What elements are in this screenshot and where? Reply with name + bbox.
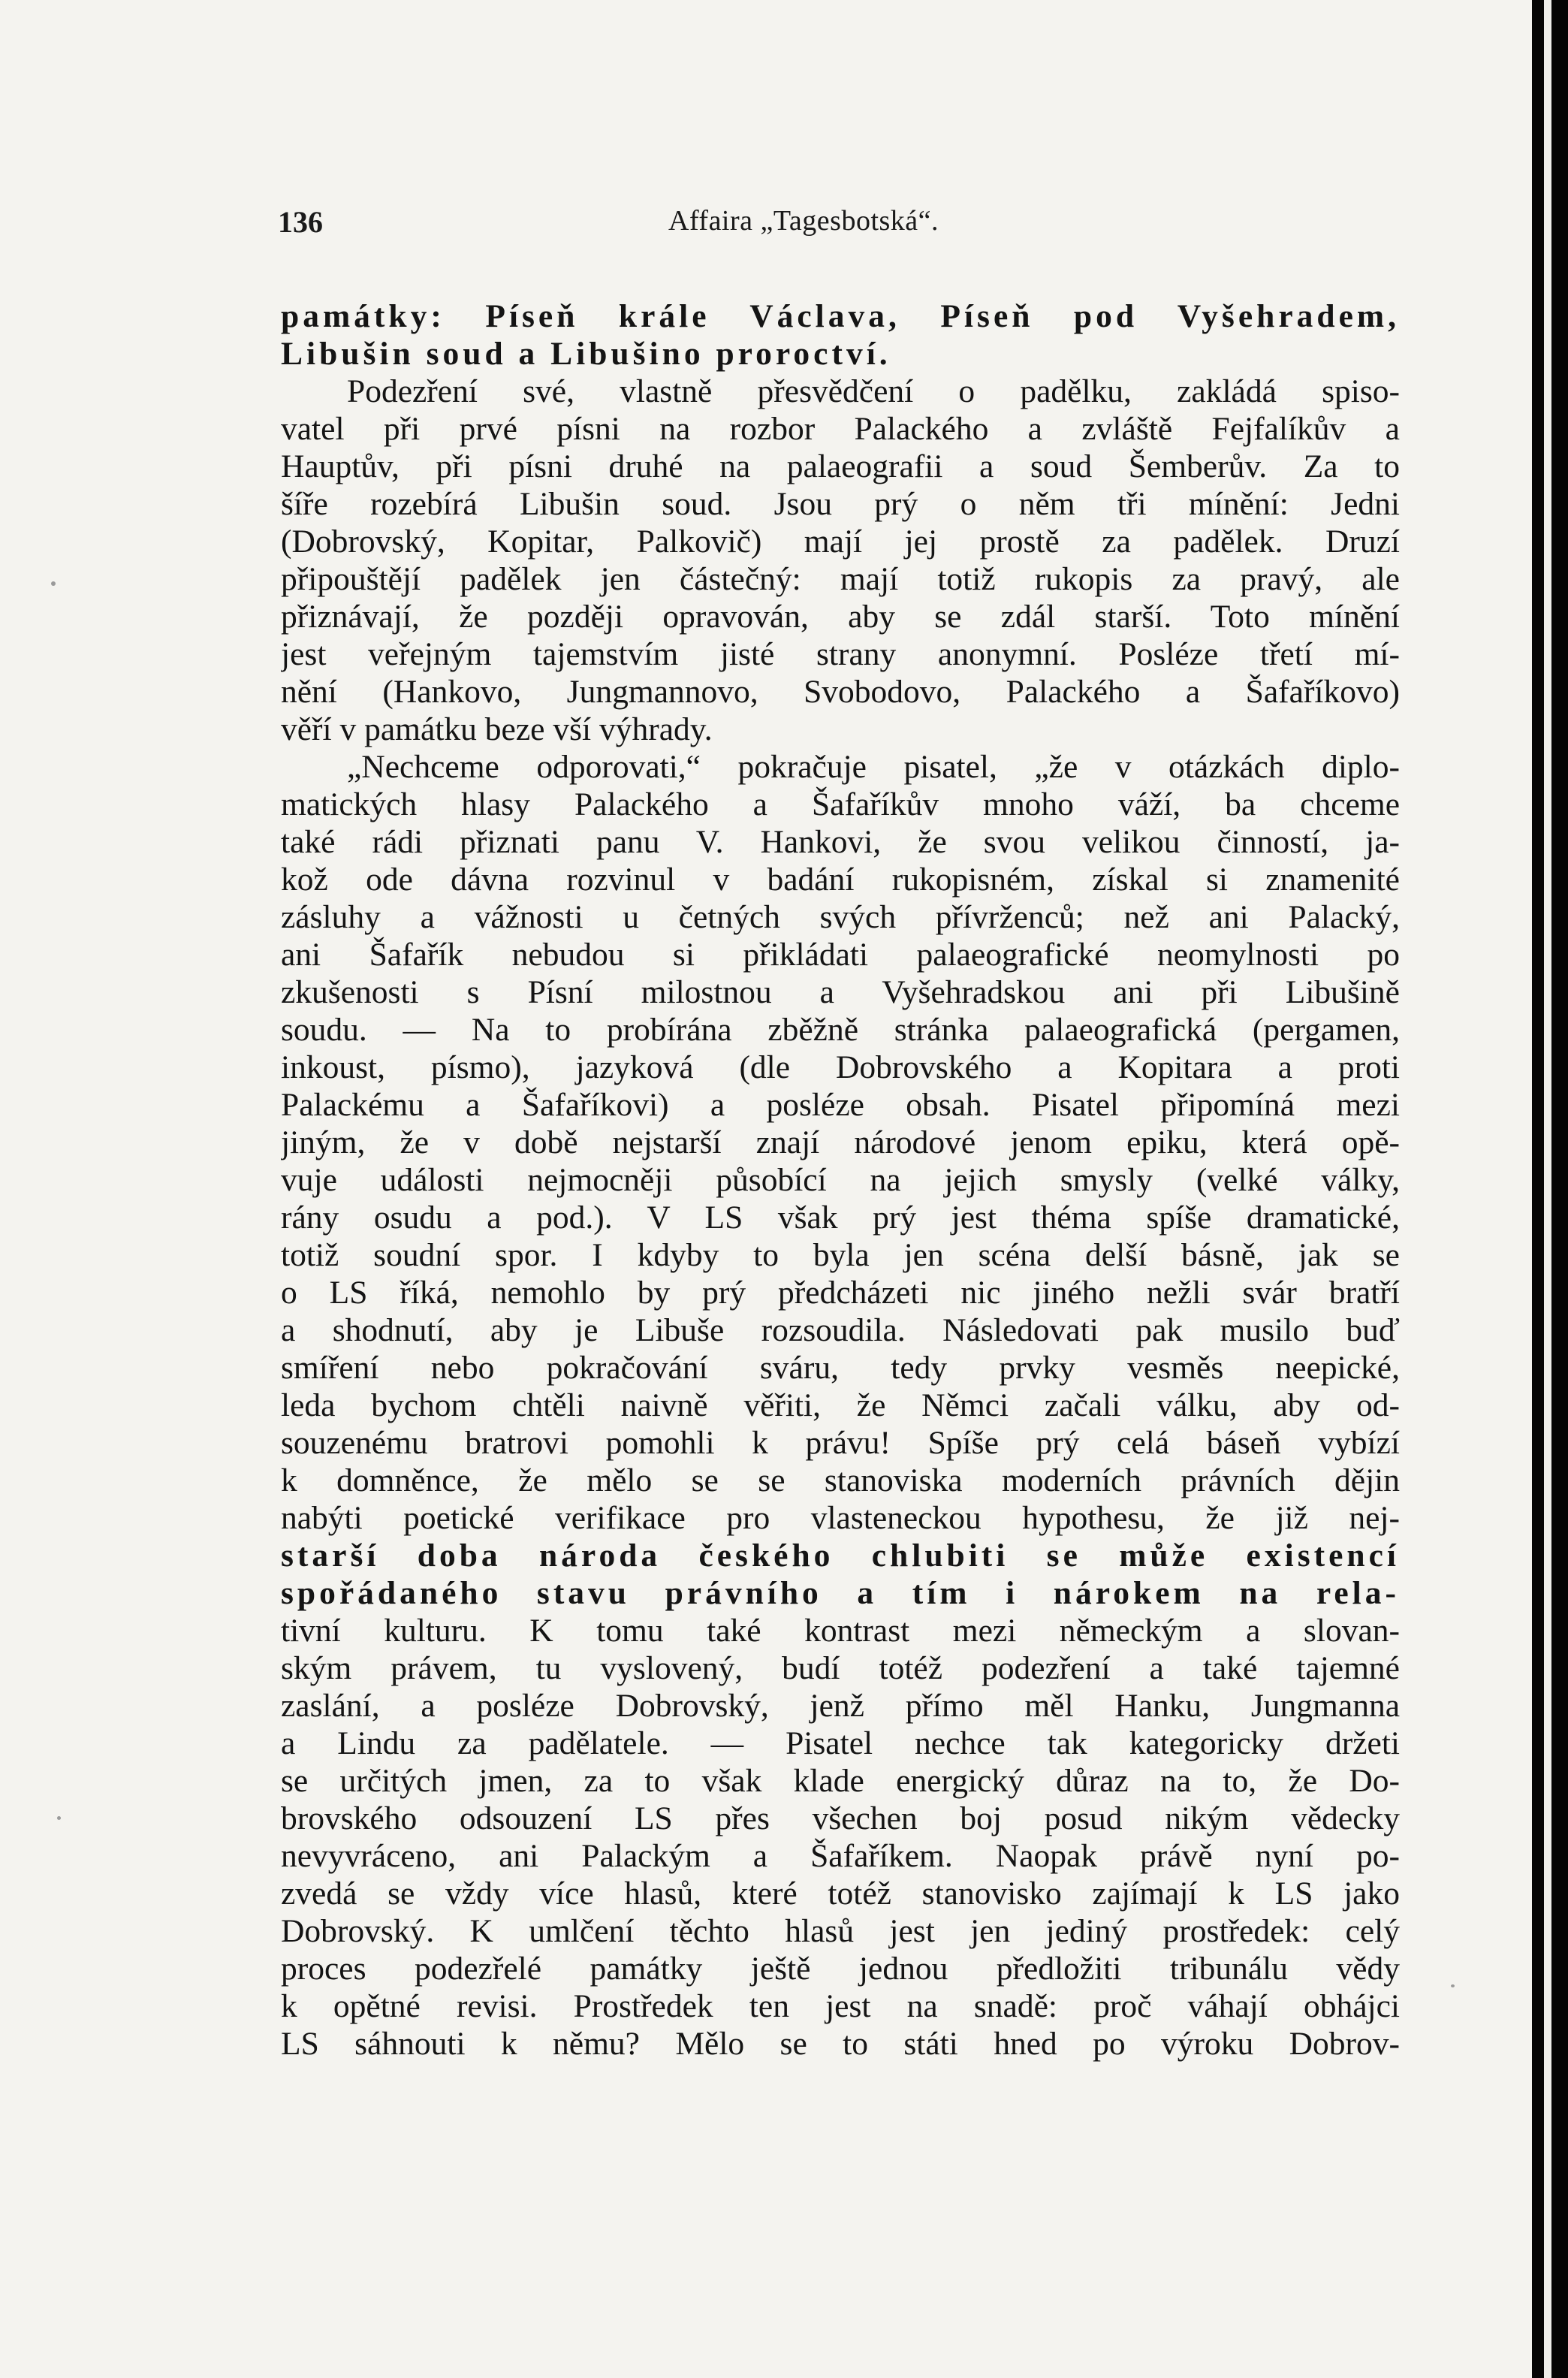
text-line: nění (Hankovo, Jungmannovo, Svobodovo, Palackého a Šafaříkovo): [281, 674, 1400, 710]
text-line: matických hlasy Palackého a Šafaříkův mnoho váží, ba chceme: [281, 786, 1400, 822]
text-line: LS sáhnouti k němu? Mělo se to státi hned po výroku Dobrov-: [281, 2026, 1400, 2062]
text-line: Hauptův, při písni druhé na palaeografii a soud Šemberův. Za to: [281, 448, 1400, 484]
text-line: brovského odsouzení LS přes všechen boj posud nikým vědecky: [281, 1800, 1400, 1836]
text-line: přiznávají, že později opravován, aby se zdál starší. Toto mínění: [281, 599, 1400, 635]
text-line: inkoust, písmo), jazyková (dle Dobrovského a Kopitara a proti: [281, 1049, 1400, 1085]
text-line: starší doba národa českého chlubiti se může existencí: [281, 1538, 1400, 1574]
text-line: souzenému bratrovi pomohli k právu! Spíše prý celá báseň vybízí: [281, 1425, 1400, 1461]
text-line: a Lindu za padělatele. — Pisatel nechce tak kategoricky držeti: [281, 1725, 1400, 1761]
page-header: [278, 204, 1397, 249]
text-line: jiným, že v době nejstarší znají národové jenom epiku, která opě-: [281, 1124, 1400, 1160]
text-line: a shodnutí, aby je Libuše rozsoudila. Následovati pak musilo buď: [281, 1312, 1400, 1348]
running-title: Affaira „Tagesbotská“.: [668, 205, 939, 237]
text-line: Dobrovský. K umlčení těchto hlasů jest jen jediný prostředek: celý: [281, 1913, 1400, 1949]
text-line: také rádi přiznati panu V. Hankovi, že svou velikou činností, ja-: [281, 824, 1400, 860]
scan-edge-border: [1532, 0, 1568, 2378]
text-line: jest veřejným tajemstvím jisté strany anonymní. Posléze třetí mí-: [281, 636, 1400, 672]
text-line: památky: Píseň krále Václava, Píseň pod Vyšehradem,: [281, 298, 1400, 334]
scan-edge-line: [1544, 0, 1551, 2378]
text-line: ským právem, tu vyslovený, budí totéž podezření a také tajemné: [281, 1650, 1400, 1686]
text-line: vuje události nejmocněji působící na jejich smysly (velké války,: [281, 1162, 1400, 1198]
text-line: zvedá se vždy více hlasů, které totéž stanovisko zajímají k LS jako: [281, 1876, 1400, 1912]
text-line: kož ode dávna rozvinul v badání rukopisném, získal si znamenité: [281, 862, 1400, 898]
scan-speck: [1451, 1984, 1455, 1987]
text-line: Palackému a Šafaříkovi) a posléze obsah. Pisatel připomíná mezi: [281, 1087, 1400, 1123]
text-line: spořádaného stavu právního a tím i nárokem na rela-: [281, 1575, 1400, 1611]
text-line: proces podezřelé památky ještě jednou předložiti tribunálu vědy: [281, 1951, 1400, 1987]
text-line: zkušenosti s Písní milostnou a Vyšehradskou ani při Libušině: [281, 974, 1400, 1010]
scan-speck: [51, 581, 56, 586]
text-line: o LS říká, nemohlo by prý předcházeti nic jiného nežli svár bratří: [281, 1275, 1400, 1311]
text-line: nevyvráceno, ani Palackým a Šafaříkem. Naopak právě nyní po-: [281, 1838, 1400, 1874]
text-line: zaslání, a posléze Dobrovský, jenž přímo měl Hanku, Jungmanna: [281, 1688, 1400, 1724]
text-line: k domněnce, že mělo se se stanoviska moderních právních dějin: [281, 1462, 1400, 1498]
text-line: nabýti poetické verifikace pro vlasteneckou hypothesu, že již nej-: [281, 1500, 1400, 1536]
text-line: se určitých jmen, za to však klade energický důraz na to, že Do-: [281, 1763, 1400, 1799]
text-line: Libušin soud a Libušino proroctví.: [281, 336, 891, 372]
body-text: [281, 297, 1400, 2063]
text-line: smíření nebo pokračování sváru, tedy prvky vesměs neepické,: [281, 1350, 1400, 1386]
text-line: soudu. — Na to probírána zběžně stránka palaeografická (pergamen,: [281, 1012, 1400, 1048]
text-line: totiž soudní spor. I kdyby to byla jen scéna delší básně, jak se: [281, 1237, 1400, 1273]
text-line: věří v památku beze vší výhrady.: [281, 711, 713, 747]
text-line: k opětné revisi. Prostředek ten jest na snadě: proč váhají obhájci: [281, 1988, 1400, 2024]
text-line: leda bychom chtěli naivně věřiti, že Němci začali válku, aby od-: [281, 1387, 1400, 1423]
text-line: připouštějí padělek jen částečný: mají totiž rukopis za pravý, ale: [281, 561, 1400, 597]
text-line: šíře rozebírá Libušin soud. Jsou prý o něm tři mínění: Jedni: [281, 486, 1400, 522]
text-line: ani Šafařík nebudou si přikládati palaeografické neomylnosti po: [281, 937, 1400, 973]
page-number: 136: [278, 205, 323, 239]
text-line: „Nechceme odporovati,“ pokračuje pisatel, „že v otázkách diplo-: [347, 749, 1400, 785]
text-line: rány osudu a pod.). V LS však prý jest théma spíše dramatické,: [281, 1200, 1400, 1236]
text-line: tivní kulturu. K tomu také kontrast mezi německým a slovan-: [281, 1613, 1400, 1649]
text-line: zásluhy a vážnosti u četných svých přívrženců; než ani Palacký,: [281, 899, 1400, 935]
scan-speck: [57, 1816, 61, 1820]
text-line: (Dobrovský, Kopitar, Palkovič) mají jej prostě za padělek. Druzí: [281, 524, 1400, 560]
text-line: Podezření své, vlastně přesvědčení o padělku, zakládá spiso-: [347, 373, 1400, 409]
text-line: vatel při prvé písni na rozbor Palackého a zvláště Fejfalíkův a: [281, 411, 1400, 447]
